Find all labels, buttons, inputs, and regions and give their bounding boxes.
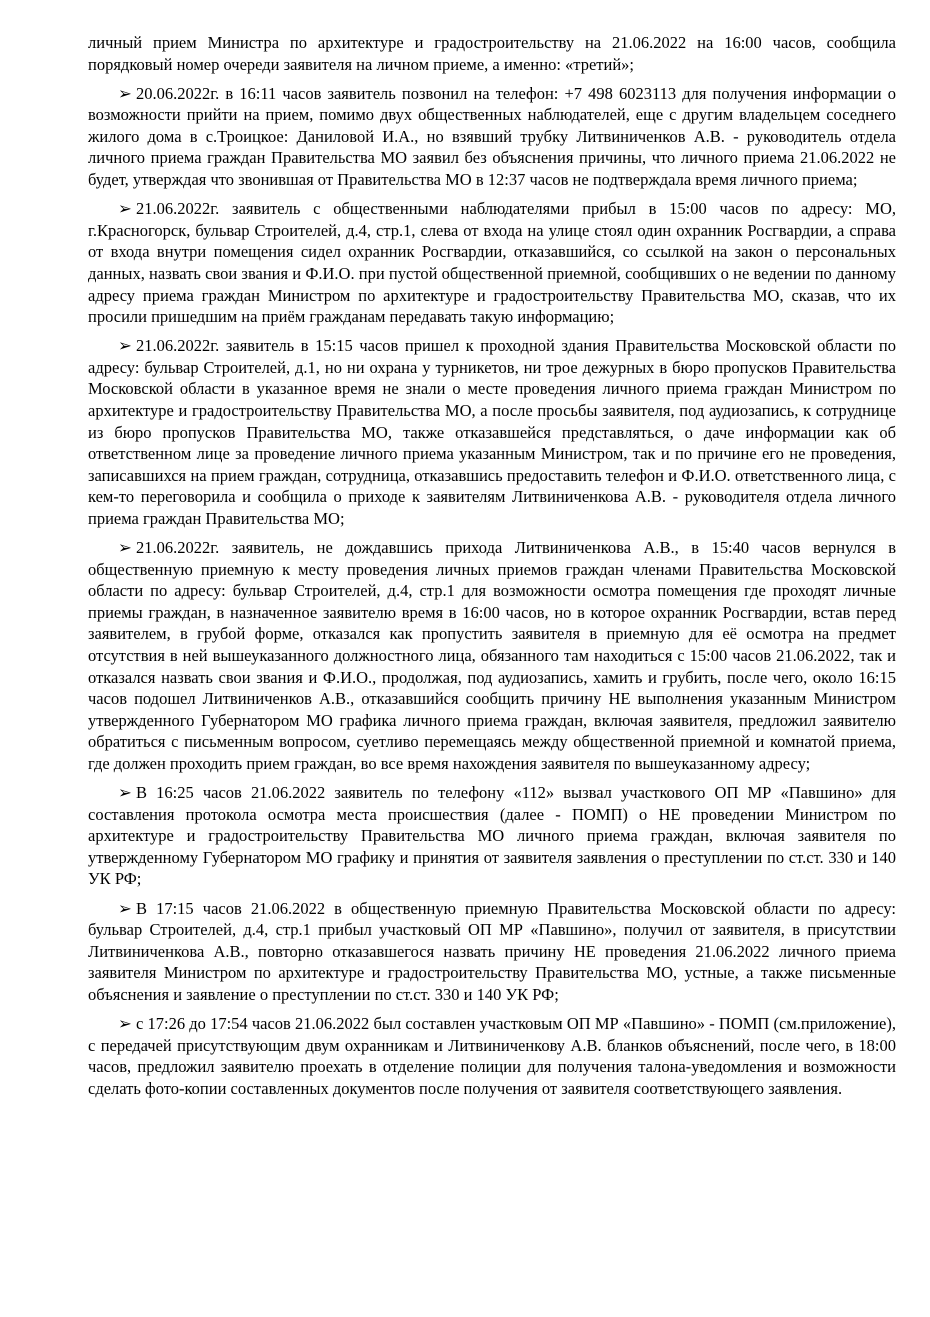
paragraph-text: с 17:26 до 17:54 часов 21.06.2022 был составлен участковым ОП МР «Павшино» - ПОМП (см.приложение), с передачей присутствующим двум охранникам и Литвиниченкову А.В. бланков объяснений, после чего, в 18:00 часов, предложил заявителю проехать в отделение полиции для получения талона-уведомления и возможности сделать фото-копии составленных документов после получения от заявителя соответствующего заявления. <box>88 1014 896 1098</box>
paragraph-text: 21.06.2022г. заявитель в 15:15 часов пришел к проходной здания Правительства Московской области по адресу: бульвар Строителей, д.1, но ни охрана у турникетов, ни трое дежурных в бюро пропусков Правительства Московской области в указанное время не знали о месте проведения личного приема граждан Министром по архитектуре и градостроительству Правительства МО, а после просьбы заявителя, под аудиозапись, к сотруднице из бюро пропусков Правительства МО, также отказавшейся представляться, о даче информации как об ответственном лице за проведение личного приема указанным Министром, так и по причине его не проведения, записавшихся на прием граждан, сотрудница, отказавшись предоставить телефон и Ф.И.О. ответственного лица, с кем-то переговорила и сообщила о приходе к заявителям Литвиниченкова А.В. - руководителя отдела личного приема граждан Правительства МО; <box>88 336 896 528</box>
paragraph-text: 21.06.2022г. заявитель, не дождавшись прихода Литвиниченкова А.В., в 15:40 часов вернулся в общественную приемную к месту проведения личных приемов граждан членами Правительства Московской области по адресу: бульвар Строителей, д.4, стр.1 для возможности осмотра помещения где проходят личные приемы граждан, в назначенное заявителю время в 16:00 часов, но в которое охранник Росгвардии, встав перед заявителем, в грубой форме, отказался как пропустить заявителя в приемную для её осмотра на предмет отсутствия в ней вышеуказанного должностного лица, обязанного там находиться с 15:00 часов 21.06.2022, так и отказался назвать свои звания и Ф.И.О., продолжая, под аудиозапись, хамить и грубить, после чего, около 16:15 часов подошел Литвиниченков А.В., отказавшийся сообщить причину НЕ выполнения указанным Министром утвержденного Губернатором МО графика личного приема граждан, включая заявителя, предложил заявителю обратиться с письменным вопросом, суетливо перемещаясь между общественной приемной и комнатой приема, где должен проходить прием граждан, во все время нахождения заявителя по вышеуказанному адресу; <box>88 538 896 773</box>
paragraph-6 <box>88 782 896 890</box>
paragraph-4 <box>88 335 896 529</box>
paragraph-1 <box>88 32 896 75</box>
paragraph-text: 20.06.2022г. в 16:11 часов заявитель позвонил на телефон: +7 498 6023113 для получения информации о возможности прийти на прием, помимо двух общественных наблюдателей, еще с другим владельцем соседнего жилого дома в с.Троицкое: Даниловой И.А., но взявший трубку Литвиниченков А.В. - руководитель отдела личного приема граждан Правительства МО заявил без объяснения причины, что личного приема 21.06.2022 не будет, утверждая что звонившая от Правительства МО в 12:37 часов не подтверждала время личного приема; <box>88 83 896 190</box>
arrow-bullet-icon: ➢ <box>118 538 132 558</box>
paragraph-8 <box>88 1013 896 1099</box>
arrow-bullet-icon: ➢ <box>118 783 132 803</box>
paragraph-text: В 16:25 часов 21.06.2022 заявитель по телефону «112» вызвал участкового ОП МР «Павшино» для составления протокола осмотра места происшествия (далее - ПОМП) о НЕ проведении Министром по архитектуре и градостроительству Правительства МО личного приема граждан, включая заявителя по утвержденному Губернатором МО графику и принятия от заявителя заявления о преступлении по ст.ст. 330 и 140 УК РФ; <box>88 783 896 889</box>
arrow-bullet-icon: ➢ <box>118 336 132 356</box>
paragraph-text: личный прием Министра по архитектуре и градостроительству на 21.06.2022 на 16:00 часов, сообщила порядковый номер очереди заявителя на личном приеме, а именно: «третий»; <box>88 33 896 74</box>
paragraph-3 <box>88 198 896 328</box>
paragraph-7 <box>88 898 896 1006</box>
document-page <box>88 32 896 1107</box>
paragraph-text: В 17:15 часов 21.06.2022 в общественную приемную Правительства Московской области по адресу: бульвар Строителей, д.4, стр.1 прибыл участковый ОП МР «Павшино», получил от заявителя, в присутствии Литвиниченкова А.В., повторно отказавшегося назвать причину НЕ проведения 21.06.2022 личного приема заявителя Министром по архитектуре и градостроительству Правительства МО, устные, а также письменные объяснения и заявление о преступлении по ст.ст. 330 и 140 УК РФ; <box>88 898 896 1004</box>
arrow-bullet-icon: ➢ <box>118 199 132 219</box>
paragraph-text: 21.06.2022г. заявитель с общественными наблюдателями прибыл в 15:00 часов по адресу: МО, г.Красногорск, бульвар Строителей, д.4, стр.1, слева от входа на улице стоял один охранник Росгвардии, а справа от входа внутри помещения сидел охранник Росгвардии, отказавшийся, со ссылкой на закон о персональных данных, назвать свои звания и Ф.И.О. при пустой общественной приемной, сообщивших о не ведении по данному адресу приема граждан Министром по архитектуре и градостроительству Правительства МО, сказав, что их просили пришедшим на приём гражданам передавать такую информацию; <box>88 199 896 327</box>
arrow-bullet-icon: ➢ <box>118 898 132 918</box>
arrow-bullet-icon: ➢ <box>118 83 132 103</box>
paragraph-2 <box>88 83 896 191</box>
paragraph-5 <box>88 537 896 775</box>
arrow-bullet-icon: ➢ <box>118 1014 132 1034</box>
